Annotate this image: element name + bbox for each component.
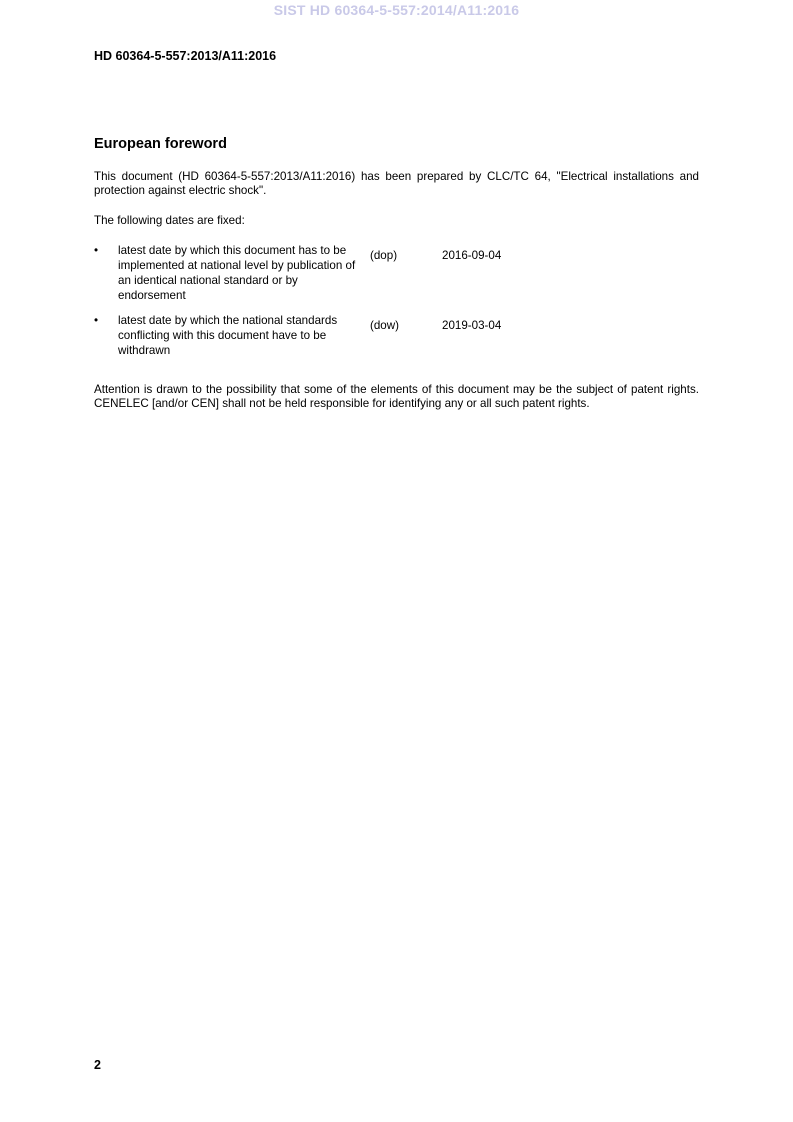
dates-intro: The following dates are fixed: [94, 214, 245, 227]
bullet: • [94, 244, 99, 257]
date-item-text: latest date by which the national standards conflicting with this document have to be withdrawn [118, 314, 338, 357]
page-number: 2 [94, 1058, 101, 1072]
date-code: (dow) [370, 319, 399, 332]
date-value: 2016-09-04 [442, 249, 502, 262]
watermark: SIST HD 60364-5-557:2014/A11:2016 [273, 2, 520, 18]
attention-paragraph: Attention is drawn to the possibility that some of the elements of this document may be the subject of patent rights. CENELEC [and/or CEN] shall not be held responsible for identifying any or all such patent rights. [94, 383, 699, 410]
bullet: • [94, 314, 99, 327]
date-code: (dop) [370, 249, 398, 262]
section-heading: European foreword [94, 136, 227, 152]
date-value: 2019-03-04 [442, 319, 502, 332]
intro-paragraph: This document (HD 60364-5-557:2013/A11:2016) has been prepared by CLC/TC 64, "Electrical installations and protection against electric shock". [94, 170, 699, 197]
document-id: HD 60364-5-557:2013/A11:2016 [94, 49, 277, 63]
date-item-text: latest date by which this document has to be implemented at national level by publication of an identical national standard or by endorsement [118, 244, 356, 302]
